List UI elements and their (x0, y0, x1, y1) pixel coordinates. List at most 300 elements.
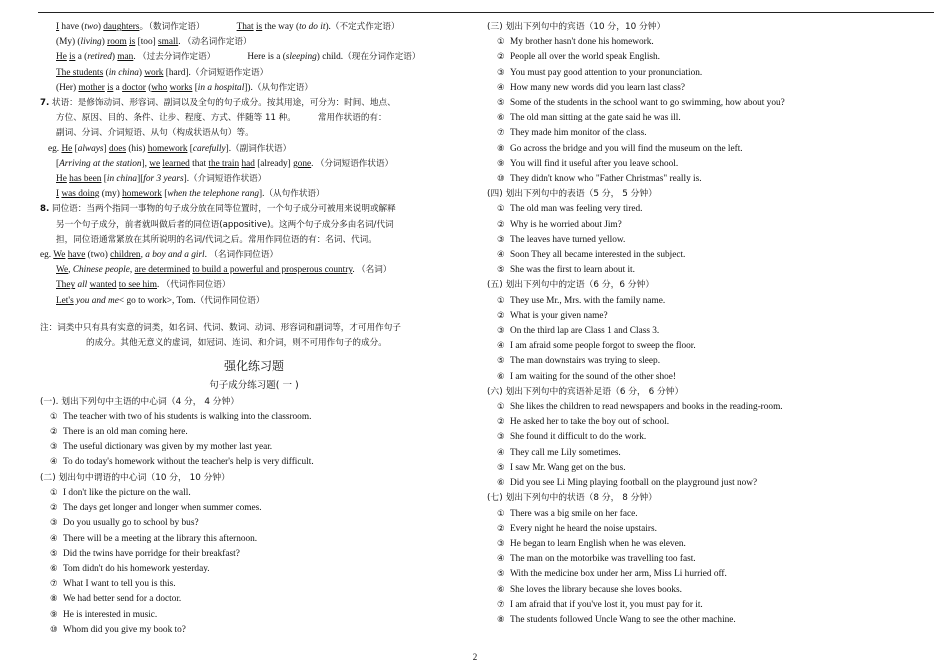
section-heading: (七) 划出下列句中的状语（8 分， 8 分钟） (487, 493, 657, 504)
item-sentence: The leaves have turned yellow. (510, 234, 626, 245)
exercise-item (40, 425, 468, 440)
example-fragment: room (107, 37, 127, 48)
example-fragment: , (140, 250, 146, 261)
item-7-adverbial (40, 96, 468, 111)
example-fragment: wanted (89, 280, 117, 291)
item-sentence: She likes the children to read newspapers and books in the reading-room. (510, 402, 783, 413)
example-fragment: the way ( (262, 22, 300, 32)
item-sentence: Why is he worried about Jim? (510, 219, 622, 230)
example-sentence (40, 248, 468, 263)
right-column (487, 20, 939, 628)
example-fragment: a ( (75, 52, 88, 63)
exercise-item (487, 218, 939, 233)
example-fragment: [ (161, 189, 168, 200)
exercise-item (487, 309, 939, 324)
example-sentence (40, 278, 468, 293)
example-fragment: the telephone (189, 189, 240, 200)
example-fragment: ]. (259, 189, 265, 200)
annotation-note: （数词作定语） (148, 22, 205, 32)
example-prefix: eg. (48, 143, 62, 154)
exercise-item (40, 532, 468, 547)
item-sentence: What I want to tell you is this. (63, 579, 176, 590)
example-fragment: He (56, 52, 67, 63)
example-fragment: He (61, 143, 73, 154)
annotation-note: （不定式作定语） (330, 22, 400, 32)
left-column (40, 20, 468, 638)
example-fragment: Let's (56, 295, 74, 306)
item-number: ④ (50, 533, 58, 544)
example-fragment: Here is a ( (247, 52, 286, 63)
item-number: ⑨ (497, 158, 505, 169)
annotation-note: （从句作状语） (264, 189, 325, 200)
item-number: ⑩ (497, 174, 505, 185)
example-fragment: gone (293, 158, 312, 169)
example-fragment: are determined (134, 265, 191, 276)
example-fragment: [already] (254, 158, 294, 169)
item-text: 状语：是修饰动词、形容词、副词以及全句的句子成分。按其用途，可分为：时间、地点、 (51, 98, 396, 109)
example-fragment: (two) (85, 250, 111, 261)
item-number: ⑧ (497, 143, 505, 154)
annotation-note: （名词作同位语） (209, 250, 279, 261)
item-8-line2 (40, 218, 468, 233)
example-sentence (40, 20, 468, 35)
item-sentence: My brother hasn't done his homework. (510, 37, 654, 48)
example-fragment: children (110, 250, 141, 261)
exercise-item (487, 96, 939, 111)
example-fragment: < go to work>, Tom. (118, 295, 196, 306)
exercise-item (487, 202, 939, 217)
header-rule (38, 12, 934, 13)
exercise-item (487, 248, 939, 263)
exercise-item (487, 35, 939, 50)
exercise-item (487, 370, 939, 385)
item-sentence: She was the first to learn about it. (510, 265, 635, 276)
note-continued: 的成分。其他无意义的虚词，如冠词、连词、和介词，则不可用作句子的成分。 (86, 338, 387, 349)
item-number: ⑤ (497, 98, 505, 109)
example-fragment: has been (69, 174, 102, 185)
item-number: ③ (497, 234, 505, 245)
item-number: ⑦ (497, 128, 505, 139)
example-sentence (40, 263, 468, 278)
item-number: ③ (50, 442, 58, 453)
item-number: ⑤ (497, 356, 505, 367)
example-sentence (40, 294, 468, 309)
item-sentence: The man on the motorbike was travelling too fast. (510, 554, 696, 565)
item-number: ① (50, 487, 58, 498)
item-sentence: The teacher with two of his students is walking into the classroom. (63, 411, 312, 422)
note: 注：词类中只有具有实意的词类，如名词、代词、数词、动词、形容词和副词等，才可用作句子 (40, 322, 401, 333)
exercise-item (40, 562, 468, 577)
example-fragment: (My) ( (56, 37, 81, 48)
page-number: 2 (472, 652, 478, 662)
example-fragment: They (56, 280, 76, 291)
exercise-item (487, 81, 939, 96)
exercise-item (487, 339, 939, 354)
item-number: 8. (40, 204, 50, 215)
exercise-item (487, 567, 939, 582)
item-sentence: There was a big smile on her face. (510, 508, 638, 519)
item-number: ① (497, 37, 505, 48)
item-sentence: People all over the world speak English. (510, 52, 661, 63)
item-sentence: The days get longer and longer when summer comes. (63, 503, 262, 514)
item-7-line2 (40, 111, 468, 126)
example-fragment: you and me (76, 295, 119, 306)
item-sentence: Do you usually go to school by bus? (63, 518, 199, 529)
item-number: ② (497, 219, 505, 230)
item-sentence: We had better send for a doctor. (63, 594, 182, 605)
exercise-item (487, 142, 939, 157)
annotation-note: （介词短语作定语） (190, 67, 269, 78)
item-sentence: He asked her to take the boy out of school. (510, 417, 670, 428)
item-number: ③ (497, 326, 505, 337)
example-sentence (40, 172, 468, 187)
item-sentence: She loves the library because she loves books. (510, 584, 682, 595)
example-fragment: works (169, 82, 193, 93)
example-fragment: living (80, 37, 102, 48)
item-sentence: On the third lap are Class 1 and Class 3. (510, 326, 660, 337)
item-number: ⑤ (50, 548, 58, 559)
item-sentence: He began to learn English when he was eleven. (510, 538, 686, 549)
example-fragment: ) (101, 37, 108, 48)
section-heading: (一). 划出下列句中主语的中心词（4 分， 4 分钟） (40, 396, 240, 407)
exercise-item (487, 507, 939, 522)
exercise-item (40, 623, 468, 638)
item-sentence: I am waiting for the sound of the other shoe! (510, 371, 677, 382)
exercise-item (487, 446, 939, 461)
example-fragment: is (69, 52, 76, 63)
item-number: ⑨ (50, 609, 58, 620)
example-fragment: I (56, 22, 60, 32)
item-sentence: They didn't know who "Father Christmas" really is. (510, 174, 702, 185)
example-prefix: eg. (40, 250, 54, 261)
item-number: ① (50, 411, 58, 422)
item-sentence: The old man was feeling very tired. (510, 204, 643, 215)
example-fragment: ][ (137, 174, 144, 185)
exercise-item (487, 461, 939, 476)
example-sentence (40, 142, 468, 157)
example-fragment: The students (56, 67, 104, 78)
item-number: ③ (497, 67, 505, 78)
annotation-note: （代词作同位语） (195, 295, 265, 306)
example-fragment: always (77, 143, 104, 154)
item-number: ① (497, 402, 505, 413)
exercise-item (487, 172, 939, 187)
annotation-note: （动名词作定语） (182, 37, 252, 48)
example-fragment: ], (141, 158, 150, 169)
exercise-item (487, 294, 939, 309)
example-sentence (40, 66, 468, 81)
example-fragment: [ (101, 174, 107, 185)
exercise-item (487, 157, 939, 172)
exercise-item (487, 126, 939, 141)
annotation-note: （代词作同位语） (161, 280, 231, 291)
exercise-item (487, 552, 939, 567)
item-sentence: The students followed Uncle Wang to see the other machine. (510, 614, 736, 625)
item-number: ⑧ (497, 614, 505, 625)
item-number: ⑧ (50, 594, 58, 605)
item-number: ④ (50, 457, 58, 468)
item-8-line3 (40, 233, 468, 248)
item-sentence: I am afraid that if you've lost it, you must pay for it. (510, 599, 703, 610)
example-fragment: have ( (59, 22, 85, 32)
item-number: ⑥ (497, 478, 505, 489)
example-fragment: . (133, 52, 138, 63)
annotation-note: （现在分词作定语） (343, 52, 421, 63)
item-number: ③ (497, 538, 505, 549)
item-number: ⑤ (497, 462, 505, 473)
example-fragment: (my) (99, 189, 123, 200)
exercise-item (487, 400, 939, 415)
example-fragment: Chinese people (72, 265, 130, 276)
item-number: ⑤ (497, 569, 505, 580)
exercise-item (487, 66, 939, 81)
example-fragment: homework (122, 189, 162, 200)
item-sentence: Every night he heard the noise upstairs. (510, 523, 657, 534)
example-fragment: , (68, 265, 73, 276)
examples-attributive (40, 20, 468, 96)
item-number: ⑦ (497, 599, 505, 610)
exercise-item (487, 263, 939, 278)
item-sentence: He is interested in music. (63, 609, 158, 620)
item-8-appositive (40, 202, 468, 217)
item-7-line3 (40, 126, 468, 141)
example-fragment: a boy and a girl (145, 250, 205, 261)
item-number: ② (497, 52, 505, 63)
example-fragment: . (352, 265, 358, 276)
examples-appositive (40, 248, 468, 309)
exercise-item (487, 598, 939, 613)
item-text: 另一个句子成分，前者就叫做后者的同位语(appositive)。这两个句子成分多由名词/代词 (56, 219, 394, 230)
example-fragment: does (108, 143, 126, 154)
example-fragment: two (84, 22, 98, 32)
item-number: ④ (497, 447, 505, 458)
section-heading: (六) 划出下列句中的宾语补足语（6 分， 6 分钟） (487, 386, 684, 397)
annotation-note: （过去分词作定语） (137, 52, 216, 63)
item-number: ③ (497, 432, 505, 443)
example-sentence (40, 187, 468, 202)
example-sentence (40, 81, 468, 96)
example-fragment: when (167, 189, 190, 200)
example-fragment: for 3 years (143, 174, 184, 185)
item-number: ④ (497, 554, 505, 565)
exercise-item (40, 410, 468, 425)
example-fragment: (Her) (56, 82, 79, 93)
example-fragment: in a hospital (197, 82, 245, 93)
item-number: ⑩ (50, 624, 58, 635)
item-number: ② (50, 503, 58, 514)
item-number: ④ (497, 82, 505, 93)
example-fragment: ) child. (316, 52, 344, 63)
item-sentence: Tom didn't do his homework yesterday. (63, 563, 210, 574)
example-fragment: doctor (122, 82, 146, 93)
item-sentence: The useful dictionary was given by my mother last year. (63, 442, 273, 453)
exercise-item (40, 501, 468, 516)
item-text: 常用作状语的有： (317, 113, 387, 124)
example-fragment: We (56, 265, 69, 276)
item-number: ① (497, 508, 505, 519)
example-fragment: (his) (126, 143, 148, 154)
item-sentence: How many new words did you learn last class? (510, 82, 686, 93)
item-sentence: They use Mr., Mrs. with the family name. (510, 295, 666, 306)
item-sentence: You will find it useful after you leave school. (510, 158, 679, 169)
exercise-item (40, 455, 468, 470)
exercise-item (40, 440, 468, 455)
item-number: ⑥ (497, 371, 505, 382)
item-sentence: Did the twins have porridge for their breakfast? (63, 548, 240, 559)
exercise-item (487, 233, 939, 248)
example-fragment: [ (192, 82, 198, 93)
example-fragment: learned (162, 158, 190, 169)
example-fragment: ) (138, 67, 145, 78)
example-fragment: who (151, 82, 168, 93)
example-fragment: to do it (299, 22, 326, 32)
item-sentence: Whom did you give my book to? (63, 624, 186, 635)
example-fragment: 。 (139, 22, 149, 32)
item-sentence: To do today's homework without the teacher's help is very difficult. (63, 457, 314, 468)
example-fragment: had (241, 158, 255, 169)
item-text: 同位语：当两个指同一事物的句子成分放在同等位置时，一个句子成分可被用来说明或解释 (51, 204, 396, 215)
item-number: ④ (497, 341, 505, 352)
item-sentence: I am afraid some people forgot to sweep the floor. (510, 341, 696, 352)
exercise-item (487, 430, 939, 445)
exercise-title: 强化练习题 (223, 359, 284, 374)
example-fragment: in china (108, 67, 139, 78)
example-fragment: Arriving at the station (59, 158, 142, 169)
right-exercise-sections (487, 20, 939, 628)
example-fragment: rang (241, 189, 260, 200)
item-sentence: There will be a meeting at the library this afternoon. (63, 533, 258, 544)
example-fragment: in china (106, 174, 138, 185)
example-fragment: daughters (103, 22, 140, 32)
exercise-item (40, 486, 468, 501)
item-number: ⑥ (497, 584, 505, 595)
examples-adverbial (40, 142, 468, 203)
exercise-item (40, 547, 468, 562)
example-fragment: man (117, 52, 134, 63)
item-sentence: What is your given name? (510, 310, 608, 321)
annotation-note: （从句作定语） (252, 82, 313, 93)
example-fragment: we (149, 158, 161, 169)
item-text: 副词、分词、介词短语、从句（构成状语从句）等。 (56, 128, 254, 139)
item-number: ③ (50, 518, 58, 529)
example-fragment: ( (103, 67, 109, 78)
annotation-note: （名词） (357, 265, 392, 276)
exercise-item (487, 324, 939, 339)
example-fragment: That (236, 22, 254, 32)
example-fragment: We (53, 250, 66, 261)
item-number: ② (497, 523, 505, 534)
item-number: 7. (40, 98, 50, 109)
example-fragment: ]). (244, 82, 253, 93)
exercise-item (487, 111, 939, 126)
item-text: 方位、原因、目的、条件、让步、程度、方式、伴随等 11 种。 (56, 113, 296, 124)
exercise-item (40, 577, 468, 592)
item-sentence: They made him monitor of the class. (510, 128, 647, 139)
example-fragment: . (204, 250, 210, 261)
exercise-item (487, 613, 939, 628)
example-fragment: to see him (118, 280, 157, 291)
example-sentence (40, 157, 468, 172)
example-fragment: . (178, 37, 183, 48)
example-fragment: ). (325, 22, 331, 32)
example-fragment: [ (187, 143, 193, 154)
item-number: ① (497, 295, 505, 306)
exercise-item (487, 537, 939, 552)
exercise-item (487, 583, 939, 598)
example-fragment: carefully (192, 143, 226, 154)
example-fragment: is (107, 82, 114, 93)
exercise-item (487, 50, 939, 65)
example-fragment: have (67, 250, 86, 261)
exercise-item (487, 354, 939, 369)
exercise-item (487, 522, 939, 537)
annotation-note: （介词短语作状语） (189, 174, 267, 185)
item-number: ⑥ (50, 563, 58, 574)
example-fragment: retired (87, 52, 112, 63)
section-heading: (四) 划出下列句中的表语（5 分， 5 分钟） (487, 189, 657, 200)
item-sentence: Some of the students in the school want to go swimming, how about you? (510, 98, 785, 109)
item-number: ② (50, 427, 58, 438)
example-sentence (40, 50, 468, 65)
item-number: ④ (497, 250, 505, 261)
section-heading: (二) 划出句中谓语的中心词（10 分， 10 分钟） (40, 472, 230, 483)
item-number: ⑦ (50, 579, 58, 590)
example-fragment: He (56, 174, 67, 185)
example-fragment: [hard]. (163, 67, 191, 78)
item-number: ② (497, 310, 505, 321)
item-text: 担，同位语通常紧放在其所说明的名词/代词之后。常用作同位语的有：名词、代词。 (56, 234, 377, 245)
item-sentence: You must pay good attention to your pronunciation. (510, 67, 703, 78)
example-fragment: sleeping (285, 52, 317, 63)
item-sentence: They call me Lily sometimes. (510, 447, 621, 458)
example-fragment: all (77, 280, 88, 291)
example-fragment: ] (103, 143, 109, 154)
section-heading: (三) 划出下列句中的宾语（10 分，10 分钟） (487, 22, 666, 32)
exercise-item (487, 415, 939, 430)
item-sentence: Did you see Li Ming playing football on the playground just now? (510, 478, 758, 489)
example-fragment: ) (97, 22, 104, 32)
example-fragment: ]. (225, 143, 232, 154)
item-sentence: She found it difficult to do the work. (510, 432, 647, 443)
item-number: ⑤ (497, 265, 505, 276)
example-fragment: homework (147, 143, 188, 154)
example-fragment: , (129, 265, 135, 276)
item-sentence: I don't like the picture on the wall. (63, 487, 191, 498)
example-fragment: . (157, 280, 162, 291)
example-fragment: mother (78, 82, 105, 93)
item-sentence: The man downstairs was trying to sleep. (510, 356, 661, 367)
example-fragment: that (189, 158, 209, 169)
example-fragment: [too] (135, 37, 159, 48)
example-fragment: to build a powerful and prosperous country (192, 265, 353, 276)
example-fragment: is (255, 22, 263, 32)
example-fragment: the train (208, 158, 240, 169)
example-fragment: ( (145, 82, 152, 93)
example-fragment: was doing (61, 189, 100, 200)
annotation-note: （分词短语作状语） (315, 158, 394, 169)
item-number: ① (497, 204, 505, 215)
example-fragment: ]. (183, 174, 190, 185)
exercise-item (40, 592, 468, 607)
annotation-note: （副词作状语） (231, 143, 292, 154)
left-exercise-sections (40, 395, 468, 638)
item-number: ② (497, 417, 505, 428)
example-fragment: I (56, 189, 60, 200)
item-sentence: Go across the bridge and you will find the museum on the left. (510, 143, 743, 154)
item-sentence: I saw Mr. Wang get on the bus. (510, 462, 626, 473)
example-fragment: ) (111, 52, 118, 63)
example-fragment: . (311, 158, 316, 169)
